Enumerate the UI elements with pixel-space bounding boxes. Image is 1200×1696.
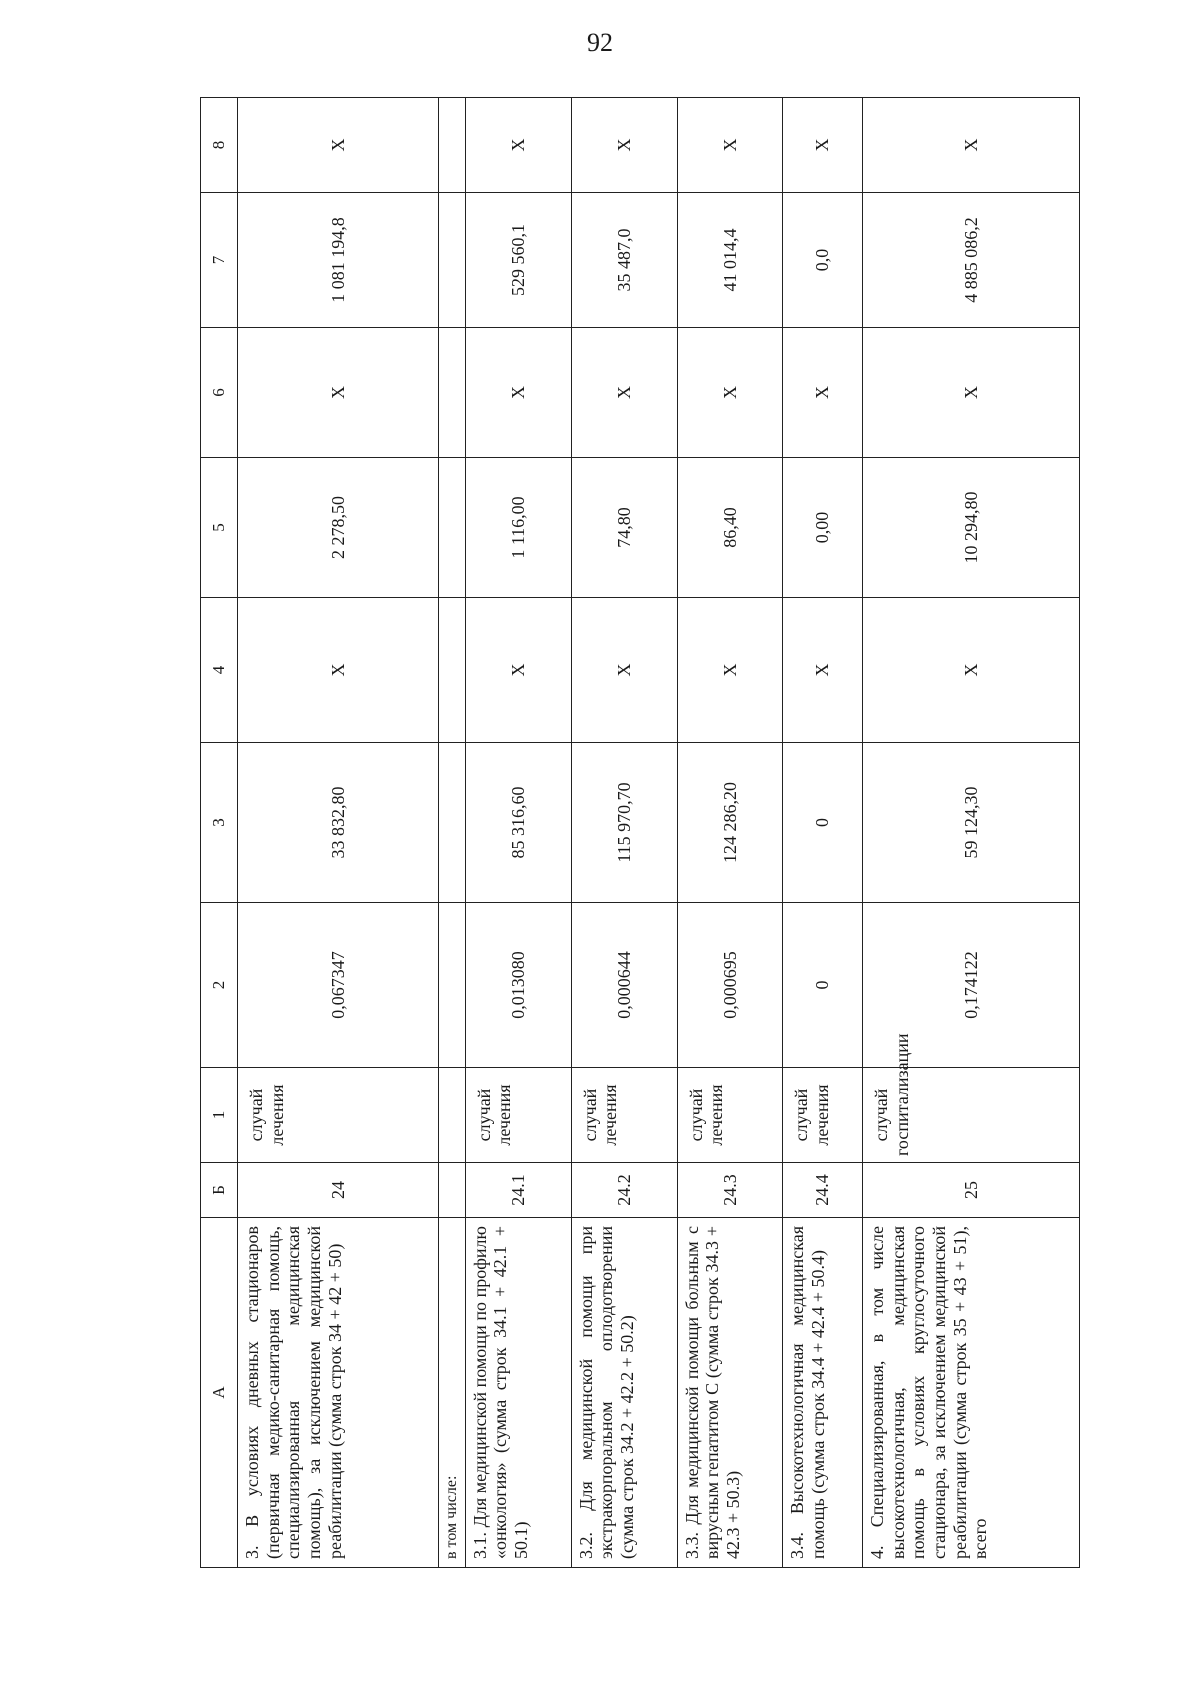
- row-description: 4. Специализированная, в том числе высокотехнологичная, медицинская помощь в условиях круглосуточного стационара, за исключением медицинской реабилитации (сумма строк 35 + 43 + 51), всего: [862, 1218, 1079, 1568]
- row-col-3: 115 970,70: [571, 743, 677, 903]
- row-description: 3.4. Высокотехнологичная медицинская помощь (сумма строк 34.4 + 42.4 + 50.4): [783, 1218, 862, 1568]
- row-description: 3. В условиях дневных стационаров (первичная медико-санитарная помощь, специализированная медицинская помощь), за исключением медицинской реабилитации (сумма строк 34 + 42 + 50): [238, 1218, 439, 1568]
- row-col-3: 85 316,60: [465, 743, 571, 903]
- row-description: 3.2. Для медицинской помощи при экстракорпоральном оплодотворении (сумма строк 34.2 + 42.2 + 50.2): [571, 1218, 677, 1568]
- subheader-row: [439, 98, 465, 1568]
- row-col-2: 0,013080: [465, 903, 571, 1068]
- row-col-7: 4 885 086,2: [862, 193, 1079, 328]
- header-cell-6: 6: [201, 328, 238, 458]
- row-col-8: X: [571, 98, 677, 193]
- row-description: 3.3. Для медицинской помощи больным с вирусным гепатитом С (сумма строк 34.3 + 42.3 + 50.3): [677, 1218, 783, 1568]
- row-col-4: X: [862, 598, 1079, 743]
- row-code: 25: [862, 1163, 1079, 1218]
- subheader-empty-cell: [439, 598, 465, 743]
- table-row: [238, 98, 439, 1568]
- subheader-empty-cell: [439, 903, 465, 1068]
- row-col-5: 74,80: [571, 458, 677, 598]
- row-col-8: X: [465, 98, 571, 193]
- row-col-5: 0,00: [783, 458, 862, 598]
- row-description: 3.1. Для медицинской помощи по профилю «онкология» (сумма строк 34.1 + 42.1 + 50.1): [465, 1218, 571, 1568]
- row-col-6: X: [465, 328, 571, 458]
- header-cell-8: 8: [201, 98, 238, 193]
- subheader-empty-cell: [439, 98, 465, 193]
- table-row: [677, 98, 783, 1568]
- row-col-3: 33 832,80: [238, 743, 439, 903]
- header-cell-1: 1: [201, 1068, 238, 1163]
- header-cell-7: 7: [201, 193, 238, 328]
- row-unit: случай лечения: [677, 1068, 783, 1163]
- row-code: 24.2: [571, 1163, 677, 1218]
- row-col-7: 35 487,0: [571, 193, 677, 328]
- row-unit: случай лечения: [571, 1068, 677, 1163]
- row-col-8: X: [862, 98, 1079, 193]
- data-table: [200, 97, 1080, 1568]
- header-cell-2: 2: [201, 903, 238, 1068]
- subheader-empty-cell: [439, 193, 465, 328]
- row-col-3: 59 124,30: [862, 743, 1079, 903]
- row-col-6: X: [571, 328, 677, 458]
- row-code: 24.1: [465, 1163, 571, 1218]
- row-col-8: X: [677, 98, 783, 193]
- row-col-7: 529 560,1: [465, 193, 571, 328]
- row-col-5: 86,40: [677, 458, 783, 598]
- page-number: 92: [587, 28, 613, 57]
- row-col-7: 1 081 194,8: [238, 193, 439, 328]
- row-col-5: 1 116,00: [465, 458, 571, 598]
- subheader-empty-cell: [439, 1163, 465, 1218]
- table-row: [465, 98, 571, 1568]
- row-col-5: 2 278,50: [238, 458, 439, 598]
- row-unit: случай лечения: [238, 1068, 439, 1163]
- subheader-empty-cell: [439, 743, 465, 903]
- header-row: [201, 98, 238, 1568]
- row-code: 24.3: [677, 1163, 783, 1218]
- row-code: 24.4: [783, 1163, 862, 1218]
- row-col-3: 0: [783, 743, 862, 903]
- header-cell-b: Б: [201, 1163, 238, 1218]
- row-unit: случай госпитализации: [862, 1068, 1079, 1163]
- rotated-table-container: [200, 98, 1080, 1568]
- row-col-4: X: [571, 598, 677, 743]
- table-row: [862, 98, 1079, 1568]
- row-unit: случай лечения: [465, 1068, 571, 1163]
- row-col-6: X: [862, 328, 1079, 458]
- subheader-empty-cell: [439, 328, 465, 458]
- row-col-8: X: [783, 98, 862, 193]
- row-col-4: X: [783, 598, 862, 743]
- row-col-2: 0,174122: [862, 903, 1079, 1068]
- row-col-8: X: [238, 98, 439, 193]
- table-row: [783, 98, 862, 1568]
- row-col-2: 0: [783, 903, 862, 1068]
- row-col-6: X: [238, 328, 439, 458]
- header-cell-3: 3: [201, 743, 238, 903]
- table-row: [571, 98, 677, 1568]
- row-col-4: X: [465, 598, 571, 743]
- row-col-5: 10 294,80: [862, 458, 1079, 598]
- row-col-6: X: [783, 328, 862, 458]
- header-cell-5: 5: [201, 458, 238, 598]
- header-cell-4: 4: [201, 598, 238, 743]
- subheader-empty-cell: [439, 458, 465, 598]
- row-col-4: X: [238, 598, 439, 743]
- row-col-2: 0,000695: [677, 903, 783, 1068]
- subheader-empty-cell: [439, 1068, 465, 1163]
- row-col-6: X: [677, 328, 783, 458]
- subheader-label: в том числе:: [439, 1218, 465, 1568]
- row-col-7: 41 014,4: [677, 193, 783, 328]
- row-col-3: 124 286,20: [677, 743, 783, 903]
- header-cell-a: А: [201, 1218, 238, 1568]
- row-unit: случай лечения: [783, 1068, 862, 1163]
- row-col-4: X: [677, 598, 783, 743]
- row-code: 24: [238, 1163, 439, 1218]
- row-col-2: 0,000644: [571, 903, 677, 1068]
- row-col-7: 0,0: [783, 193, 862, 328]
- row-col-2: 0,067347: [238, 903, 439, 1068]
